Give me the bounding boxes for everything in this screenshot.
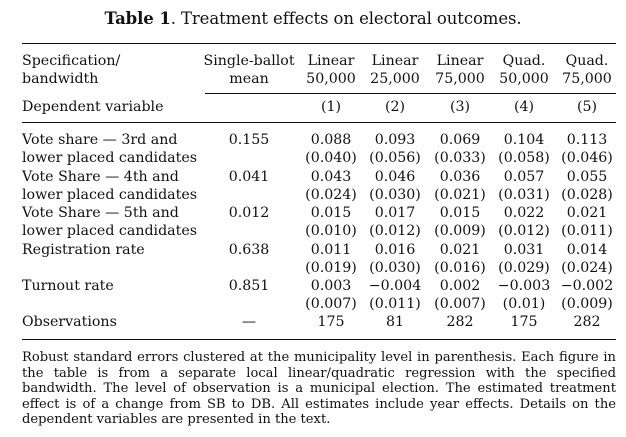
row-3-std-error: (0.019) — [305, 259, 357, 276]
row-1-estimate: 0.036 — [439, 168, 481, 185]
row-2-estimate: 0.015 — [439, 205, 481, 221]
table-caption — [0, 9, 626, 28]
row-3-estimate: 0.014 — [566, 241, 608, 258]
row-1-estimate: 0.055 — [566, 168, 608, 185]
row-1-std-error: (0.028) — [561, 186, 613, 203]
row-3-estimate: 0.011 — [310, 241, 352, 258]
row-0-mean: 0.155 — [228, 132, 270, 148]
row-2-label-cont: lower placed candidates — [22, 223, 198, 239]
header-spec: Specification/ bandwidth — [22, 53, 121, 87]
row-1-label: Vote Share — 4th and — [22, 168, 179, 185]
row-0-estimate: 0.088 — [310, 132, 352, 148]
row-1-std-error: (0.021) — [434, 186, 486, 203]
header-col-5-line2: 75,000 — [562, 71, 612, 87]
row-1-std-error: (0.031) — [498, 186, 550, 203]
row-2-estimate: 0.015 — [310, 205, 352, 221]
row-3-estimate: 0.016 — [374, 241, 416, 258]
observations-value: 282 — [446, 314, 474, 330]
header-col-0-line1: Single-ballot — [203, 53, 295, 69]
observations-mean: — — [241, 314, 257, 330]
row-0-std-error: (0.033) — [434, 150, 486, 166]
row-4-estimate: 0.002 — [439, 278, 481, 294]
header-col-4-line1: Quad. — [502, 53, 546, 69]
row-1-std-error: (0.024) — [305, 186, 357, 203]
row-4-estimate: −0.003 — [497, 278, 551, 294]
observations-value: 81 — [385, 314, 405, 330]
row-2-label: Vote Share — 5th and — [22, 205, 179, 221]
row-0-estimate: 0.093 — [374, 132, 416, 148]
row-4-label: Turnout rate — [22, 278, 114, 294]
row-0-std-error: (0.040) — [305, 150, 357, 166]
row-4-estimate: −0.002 — [560, 278, 614, 294]
row-0-std-error: (0.056) — [369, 150, 421, 166]
table-label: Table 1 — [104, 9, 171, 28]
row-0-estimate: 0.104 — [503, 132, 545, 148]
row-3-estimate: 0.021 — [439, 241, 481, 258]
bottom-rule — [22, 339, 616, 340]
row-1-label-cont: lower placed candidates — [22, 186, 198, 203]
header-col-1-number: (1) — [320, 99, 342, 115]
row-2-estimate: 0.021 — [566, 205, 608, 221]
header-bottom-rule — [22, 122, 616, 123]
row-2-std-error: (0.010) — [305, 223, 357, 239]
row-0-estimate: 0.113 — [566, 132, 608, 148]
row-4-std-error: (0.009) — [561, 296, 613, 312]
top-rule — [22, 43, 616, 44]
row-4-estimate: −0.004 — [368, 278, 422, 294]
header-col-5-line1: Quad. — [565, 53, 609, 69]
header-col-2-number: (2) — [384, 99, 406, 115]
row-2-estimate: 0.022 — [503, 205, 545, 221]
row-4-std-error: (0.01) — [502, 296, 546, 312]
row-3-std-error: (0.029) — [498, 259, 550, 276]
row-2-std-error: (0.011) — [561, 223, 613, 239]
header-col-3-number: (3) — [449, 99, 471, 115]
header-col-3-line1: Linear — [436, 53, 484, 69]
header-col-2-line1: Linear — [371, 53, 419, 69]
observations-label: Observations — [22, 314, 117, 330]
row-4-std-error: (0.007) — [434, 296, 486, 312]
row-0-std-error: (0.058) — [498, 150, 550, 166]
row-2-estimate: 0.017 — [374, 205, 416, 221]
table-title: . Treatment effects on electoral outcomes. — [170, 9, 522, 28]
row-3-std-error: (0.024) — [561, 259, 613, 276]
header-col-4-number: (4) — [513, 99, 535, 115]
row-3-label: Registration rate — [22, 241, 145, 258]
header-col-4-line2: 50,000 — [499, 71, 549, 87]
header-col-1-line2: 50,000 — [306, 71, 356, 87]
row-1-estimate: 0.046 — [374, 168, 416, 185]
row-3-std-error: (0.030) — [369, 259, 421, 276]
row-4-mean: 0.851 — [228, 278, 270, 294]
row-1-std-error: (0.030) — [369, 186, 421, 203]
row-1-mean: 0.041 — [228, 168, 270, 185]
header-cmidrule — [205, 93, 616, 94]
row-3-std-error: (0.016) — [434, 259, 486, 276]
row-0-estimate: 0.069 — [439, 132, 481, 148]
header-col-2-line2: 25,000 — [370, 71, 420, 87]
row-0-label-cont: lower placed candidates — [22, 150, 198, 166]
depvar-label: Dependent variable — [22, 99, 164, 115]
row-4-estimate: 0.003 — [310, 278, 352, 294]
row-2-std-error: (0.012) — [498, 223, 550, 239]
observations-value: 175 — [510, 314, 538, 330]
row-0-label: Vote share — 3rd and — [22, 132, 178, 148]
row-3-estimate: 0.031 — [503, 241, 545, 258]
row-1-estimate: 0.043 — [310, 168, 352, 185]
row-2-std-error: (0.009) — [434, 223, 486, 239]
row-1-estimate: 0.057 — [503, 168, 545, 185]
observations-value: 175 — [317, 314, 345, 330]
table-notes: Robust standard errors clustered at the municipality level in parenthesis. Each figure in the table is from a separate local linear/quadratic regression with the specified bandwidth. The level of observation is a municipal election. The estimated treatment effect is of a change from SB to DB. All estimates include year effects. Details on the dependent variables are presented in the text. — [22, 350, 616, 428]
row-2-std-error: (0.012) — [369, 223, 421, 239]
row-3-mean: 0.638 — [228, 241, 270, 258]
header-col-3-line2: 75,000 — [435, 71, 485, 87]
row-0-std-error: (0.046) — [561, 150, 613, 166]
header-col-5-number: (5) — [576, 99, 598, 115]
observations-value: 282 — [573, 314, 601, 330]
row-2-mean: 0.012 — [228, 205, 270, 221]
header-col-1-line1: Linear — [307, 53, 355, 69]
header-col-0-line2: mean — [229, 71, 269, 87]
row-4-std-error: (0.007) — [305, 296, 357, 312]
row-4-std-error: (0.011) — [369, 296, 421, 312]
